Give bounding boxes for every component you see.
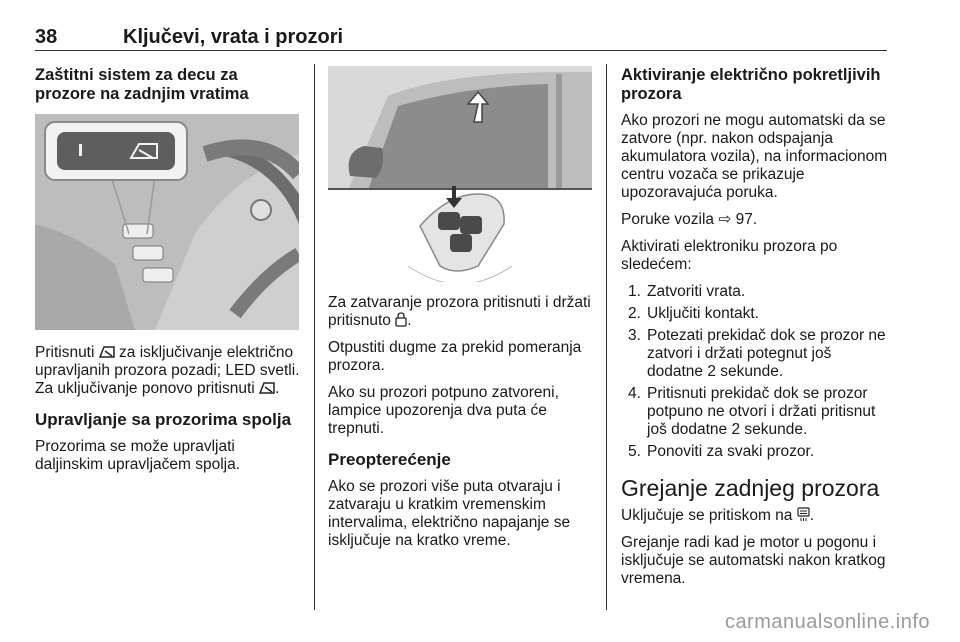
header-divider — [35, 50, 887, 51]
activation-intro-paragraph: Ako prozori ne mogu automatski da se zatvore (npr. nakon odspajanja akumulatora vozila), na informacionom centru vozača se prikazuje upozoravajuća poruka. — [621, 112, 888, 201]
column-divider-2 — [606, 64, 607, 610]
page-reference-arrow-icon: ⇨ — [718, 211, 732, 228]
step-number: 1. — [628, 283, 641, 300]
list-item — [621, 283, 889, 301]
external-control-paragraph: Prozorima se može upravljati daljinskim upravljačem spolja. — [35, 438, 241, 473]
step-number: 2. — [628, 305, 641, 322]
column-divider-1 — [314, 64, 315, 610]
column-2 — [328, 66, 594, 559]
list-item — [621, 443, 889, 461]
warning-lights-paragraph: Ako su prozori potpuno zatvoreni, lampice upozorenja dva puta će trepnuti. — [328, 384, 559, 437]
step-text: Potezati prekidač dok se prozor ne zatvori i držati potegnut još dodatne 2 sekunde. — [647, 327, 886, 380]
step-text: Ponoviti za svaki prozor. — [647, 443, 815, 460]
child-safety-heading: Zaštitni sistem za decu za prozore na zadnjim vratima — [35, 66, 249, 103]
external-control-heading: Upravljanje sa prozorima spolja — [35, 410, 292, 429]
text: za isključivanje električno upravljanih prozora pozadi; LED svetli. Za uključivanje ponovo pritisnuti — [35, 344, 300, 397]
text: . — [275, 380, 280, 397]
text: 97. — [731, 211, 758, 228]
chapter-title: Ključevi, vrata i prozori — [123, 26, 344, 48]
text: . — [407, 312, 412, 329]
vehicle-messages-reference — [621, 211, 889, 229]
column-1 — [35, 66, 301, 483]
step-text: Uključiti kontakt. — [647, 305, 759, 322]
text: . — [809, 507, 815, 524]
text: Za zatvaranje prozora pritisnuti i držati pritisnuto — [328, 294, 591, 329]
child-lock-paragraph — [35, 344, 301, 398]
overload-paragraph: Ako se prozori više puta otvaraju i zatvaraju u kratkim vremenskim intervalima, električno napajanje se isključuje na kratko vreme. — [328, 478, 571, 549]
activation-heading: Aktiviranje električno pokretljivih prozora — [621, 66, 881, 103]
step-number: 3. — [628, 327, 641, 344]
text: Poruke vozila — [621, 211, 719, 228]
list-item — [621, 327, 889, 381]
key-lock-icon — [395, 312, 407, 327]
list-item — [621, 385, 889, 439]
window-child-lock-icon — [99, 345, 115, 359]
text: Uključuje se pritiskom na — [621, 507, 797, 524]
close-windows-paragraph — [328, 294, 594, 330]
step-text: Zatvoriti vrata. — [647, 283, 746, 300]
release-button-paragraph: Otpustiti dugme za prekid pomeranja prozora. — [328, 339, 582, 374]
column-3 — [621, 66, 889, 597]
activation-steps-list — [621, 283, 889, 461]
step-text: Pritisnuti prekidač dok se prozor potpuno ne otvori i držati pritisnut još dodatne 2 sekunde. — [647, 385, 876, 438]
step-number: 5. — [628, 443, 641, 460]
page-number: 38 — [35, 26, 58, 48]
door-switch-illustration — [35, 114, 299, 330]
rear-window-heating-icon — [797, 507, 810, 522]
step-number: 4. — [628, 385, 641, 402]
rear-heating-switch-paragraph — [621, 507, 889, 525]
remote-key-illustration — [328, 66, 592, 282]
list-item — [621, 305, 889, 323]
window-child-lock-icon — [259, 381, 275, 395]
text: Pritisnuti — [35, 344, 99, 361]
rear-heating-heading: Grejanje zadnjeg prozora — [621, 475, 880, 501]
rear-heating-operation-paragraph: Grejanje radi kad je motor u pogonu i isključuje se automatski nakon kratkog vremena. — [621, 534, 886, 587]
activation-steps-intro: Aktivirati elektroniku prozora po sledećem: — [621, 238, 838, 273]
page-header — [35, 22, 887, 52]
overload-heading: Preopterećenje — [328, 450, 451, 469]
watermark: carmanualsonline.info — [724, 611, 930, 633]
